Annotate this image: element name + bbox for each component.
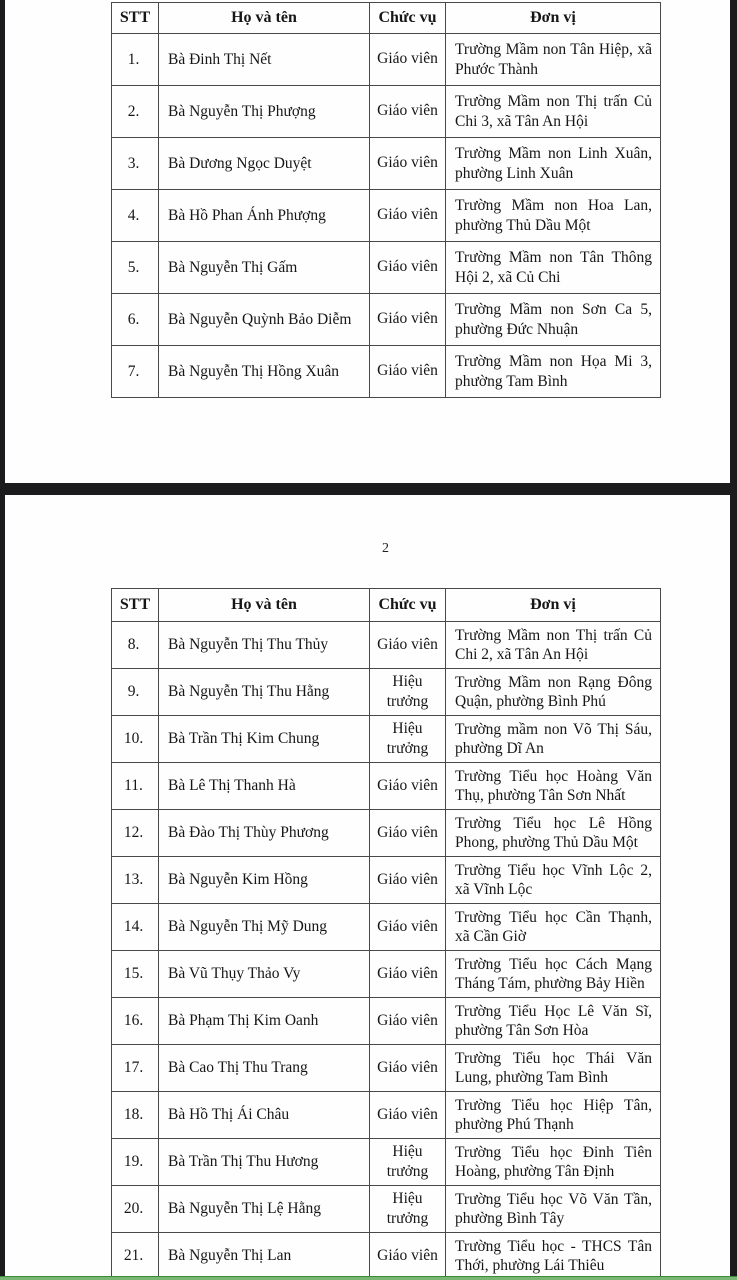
stt-cell: 11. [112,763,159,810]
position-cell: Giáo viên [370,951,446,998]
unit-cell: Trường Tiểu học Cách Mạng Tháng Tám, phường Bảy Hiền [446,951,661,998]
position-cell: Giáo viên [370,138,446,190]
position-cell: Hiệu trưởng [370,669,446,716]
position-cell: Giáo viên [370,190,446,242]
position-cell: Giáo viên [370,34,446,86]
name-cell: Bà Đinh Thị Nết [159,34,370,86]
table-row [112,669,661,716]
position-cell: Giáo viên [370,1045,446,1092]
name-cell: Bà Nguyễn Thị Hồng Xuân [159,346,370,398]
column-header-position: Chức vụ [370,589,446,622]
unit-cell: Trường Tiểu học Lê Hồng Phong, phường Thủ Dầu Một [446,810,661,857]
position-cell: Giáo viên [370,86,446,138]
unit-cell: Trường Tiểu học Hoàng Văn Thụ, phường Tân Sơn Nhất [446,763,661,810]
table-row [112,1139,661,1186]
unit-cell: Trường mầm non Võ Thị Sáu, phường Dĩ An [446,716,661,763]
position-cell: Giáo viên [370,1233,446,1280]
stt-cell: 10. [112,716,159,763]
column-header-unit: Đơn vị [446,589,661,622]
table-body-page-1 [112,34,661,398]
column-header-name: Họ và tên [159,589,370,622]
position-cell: Hiệu trưởng [370,716,446,763]
name-cell: Bà Lê Thị Thanh Hà [159,763,370,810]
table-row [112,1045,661,1092]
position-cell: Giáo viên [370,904,446,951]
unit-cell: Trường Tiểu học Vĩnh Lộc 2, xã Vĩnh Lộc [446,857,661,904]
bottom-green-line [0,1276,737,1280]
name-cell: Bà Trần Thị Kim Chung [159,716,370,763]
unit-cell: Trường Mầm non Thị trấn Củ Chi 3, xã Tân An Hội [446,86,661,138]
name-cell: Bà Nguyễn Thị Phượng [159,86,370,138]
table-row [112,904,661,951]
unit-cell: Trường Tiểu Học Lê Văn Sĩ, phường Tân Sơn Hòa [446,998,661,1045]
column-header-stt: STT [112,3,159,34]
name-cell: Bà Dương Ngọc Duyệt [159,138,370,190]
recipients-table-page-2 [111,588,661,1280]
table-row [112,190,661,242]
position-cell: Giáo viên [370,346,446,398]
table-row [112,346,661,398]
unit-cell: Trường Tiểu học - THCS Tân Thới, phường Lái Thiêu [446,1233,661,1280]
unit-cell: Trường Mầm non Linh Xuân, phường Linh Xuân [446,138,661,190]
unit-cell: Trường Tiểu học Hiệp Tân, phường Phú Thạnh [446,1092,661,1139]
stt-cell: 12. [112,810,159,857]
unit-cell: Trường Mầm non Sơn Ca 5, phường Đức Nhuận [446,294,661,346]
position-cell: Hiệu trưởng [370,1139,446,1186]
unit-cell: Trường Mầm non Tân Thông Hội 2, xã Củ Chi [446,242,661,294]
stt-cell: 17. [112,1045,159,1092]
document-page-1 [0,0,737,483]
unit-cell: Trường Mầm non Hoa Lan, phường Thủ Dầu Một [446,190,661,242]
stt-cell: 4. [112,190,159,242]
table-row [112,294,661,346]
column-header-stt: STT [112,589,159,622]
unit-cell: Trường Tiểu học Cần Thạnh, xã Cần Giờ [446,904,661,951]
stt-cell: 2. [112,86,159,138]
position-cell: Hiệu trưởng [370,1186,446,1233]
name-cell: Bà Vũ Thụy Thảo Vy [159,951,370,998]
table-row [112,857,661,904]
table-row [112,1186,661,1233]
name-cell: Bà Trần Thị Thu Hương [159,1139,370,1186]
table-header-row [112,3,661,34]
table-row [112,138,661,190]
unit-cell: Trường Mầm non Họa Mi 3, phường Tam Bình [446,346,661,398]
unit-cell: Trường Mầm non Tân Hiệp, xã Phước Thành [446,34,661,86]
stt-cell: 16. [112,998,159,1045]
name-cell: Bà Phạm Thị Kim Oanh [159,998,370,1045]
table-row [112,242,661,294]
table-row [112,86,661,138]
name-cell: Bà Đào Thị Thùy Phương [159,810,370,857]
name-cell: Bà Nguyễn Thị Lan [159,1233,370,1280]
column-header-unit: Đơn vị [446,3,661,34]
page-break-bar [0,483,737,495]
name-cell: Bà Nguyễn Quỳnh Bảo Diễm [159,294,370,346]
table-row [112,998,661,1045]
name-cell: Bà Nguyễn Thị Gấm [159,242,370,294]
position-cell: Giáo viên [370,242,446,294]
stt-cell: 18. [112,1092,159,1139]
table-row [112,622,661,669]
stt-cell: 9. [112,669,159,716]
unit-cell: Trường Tiểu học Thái Văn Lung, phường Tam Bình [446,1045,661,1092]
stt-cell: 1. [112,34,159,86]
position-cell: Giáo viên [370,622,446,669]
name-cell: Bà Hồ Thị Ái Châu [159,1092,370,1139]
position-cell: Giáo viên [370,810,446,857]
position-cell: Giáo viên [370,998,446,1045]
table-row [112,951,661,998]
position-cell: Giáo viên [370,1092,446,1139]
stt-cell: 8. [112,622,159,669]
unit-cell: Trường Mầm non Thị trấn Củ Chi 2, xã Tân An Hội [446,622,661,669]
table-body-page-2 [112,622,661,1280]
position-cell: Giáo viên [370,763,446,810]
unit-cell: Trường Tiểu học Võ Văn Tần, phường Bình Tây [446,1186,661,1233]
table-header-row [112,589,661,622]
stt-cell: 21. [112,1233,159,1280]
stt-cell: 15. [112,951,159,998]
column-header-position: Chức vụ [370,3,446,34]
name-cell: Bà Nguyễn Thị Mỹ Dung [159,904,370,951]
unit-cell: Trường Mầm non Rạng Đông Quận, phường Bình Phú [446,669,661,716]
table-row [112,1233,661,1280]
stt-cell: 20. [112,1186,159,1233]
name-cell: Bà Nguyễn Kim Hồng [159,857,370,904]
stt-cell: 5. [112,242,159,294]
stt-cell: 13. [112,857,159,904]
position-cell: Giáo viên [370,857,446,904]
table-row [112,716,661,763]
unit-cell: Trường Tiểu học Đinh Tiên Hoàng, phường Tân Định [446,1139,661,1186]
position-cell: Giáo viên [370,294,446,346]
stt-cell: 14. [112,904,159,951]
page-number: 2 [382,541,389,556]
recipients-table-page-1 [111,2,661,398]
document-page-2 [0,495,737,1280]
stt-cell: 6. [112,294,159,346]
table-row [112,1092,661,1139]
stt-cell: 3. [112,138,159,190]
right-edge-bar [730,0,737,1277]
stt-cell: 7. [112,346,159,398]
table-row [112,763,661,810]
name-cell: Bà Nguyễn Thị Thu Thủy [159,622,370,669]
stt-cell: 19. [112,1139,159,1186]
name-cell: Bà Nguyễn Thị Thu Hằng [159,669,370,716]
table-row [112,34,661,86]
column-header-name: Họ và tên [159,3,370,34]
left-edge-bar [0,0,5,1277]
name-cell: Bà Hồ Phan Ánh Phượng [159,190,370,242]
name-cell: Bà Nguyễn Thị Lệ Hằng [159,1186,370,1233]
name-cell: Bà Cao Thị Thu Trang [159,1045,370,1092]
table-row [112,810,661,857]
